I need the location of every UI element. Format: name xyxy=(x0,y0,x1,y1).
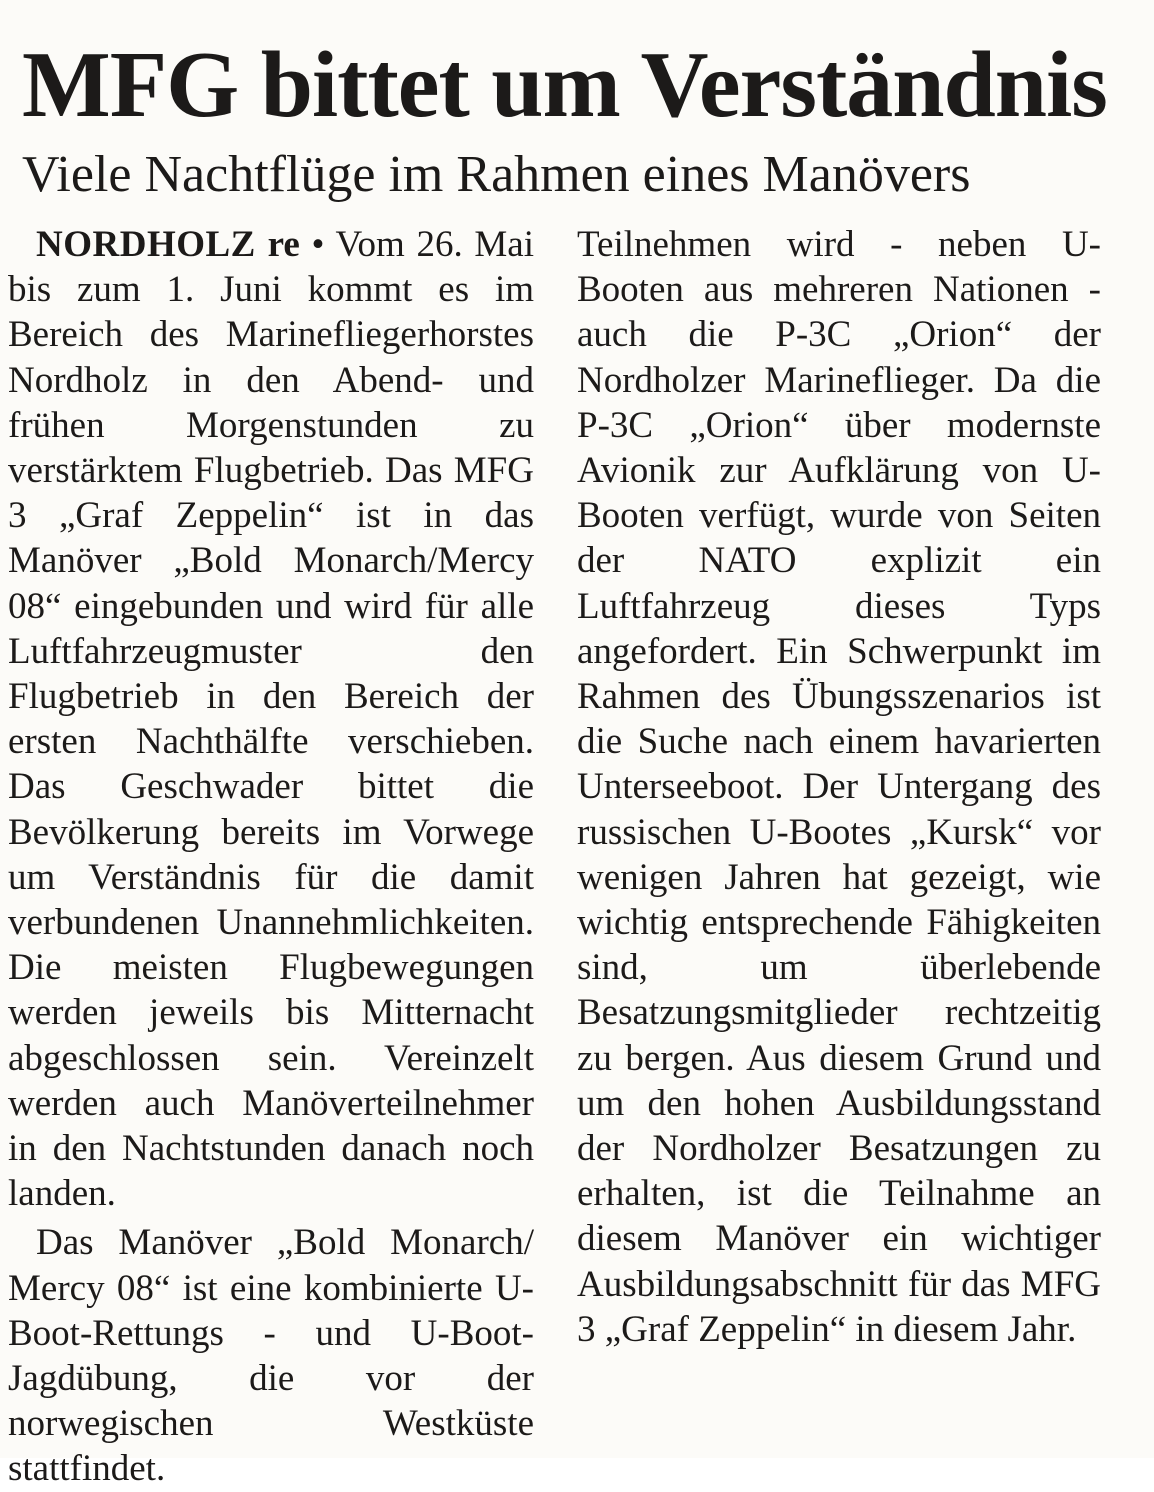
article-author: re xyxy=(267,224,300,265)
article-headline: MFG bittet um Verständnis xyxy=(22,33,1107,137)
article-paragraph xyxy=(8,222,534,1216)
article-body-text: Vom 26. Mai bis zum 1. Juni kommt es im Bereich des Marinefliegerhorstes Nordholz in den Abend- und frühen Morgenstunden zu verstärktem Flugbetrieb. Das MFG 3 „Graf Zeppelin“ ist in das Manöver „Bold Monarch/Mercy 08“ eingebunden und wird für alle Luftfahrzeugmuster den Flugbetrieb in den Bereich der ersten Nachthälfte verschieben. Das Geschwader bittet die Bevölkerung bereits im Vorwege um Verständnis für die damit verbundenen Unannehmlichkeiten. Die meisten Flugbewegungen werden jeweils bis Mitternacht abgeschlossen sein. Vereinzelt werden auch Manöverteilnehmer in den Nachtstunden danach noch landen. xyxy=(8,224,535,1215)
article-subheadline: Viele Nachtflüge im Rahmen eines Manövers xyxy=(22,146,971,203)
dateline-separator: • xyxy=(311,224,325,265)
article-column-left xyxy=(8,222,534,1492)
article-column-right xyxy=(577,222,1101,1352)
article-paragraph: Das Manöver „Bold Monarch/ Mercy 08“ ist eine kombinierte U-Boot-Rettungs - und U-Boot-Jagdübung, die vor der norwegischen Westküste stattfindet. xyxy=(8,1222,534,1490)
article-dateline: NORDHOLZ xyxy=(36,224,256,265)
article-paragraph: Teilnehmen wird - neben U-Booten aus mehreren Nationen - auch die P-3C „Orion“ der Nordholzer Marineflieger. Da die P-3C „Orion“ über modernste Avionik zur Aufklärung von U-Booten verfügt, wurde von Seiten der NATO explizit ein Luftfahrzeug dieses Typs angefordert. Ein Schwerpunkt im Rahmen des Übungsszenarios ist die Suche nach einem havarierten Unterseeboot. Der Untergang des russischen U-Bootes „Kursk“ vor wenigen Jahren hat gezeigt, wie wichtig entsprechende Fähigkeiten sind, um überlebende Besatzungsmitglieder rechtzeitig zu bergen. Aus diesem Grund und um den hohen Ausbildungsstand der Nordholzer Besatzungen zu erhalten, ist die Teilnahme an diesem Manöver ein wichtiger Ausbildungsabschnitt für das MFG 3 „Graf Zeppelin“ in diesem Jahr. xyxy=(577,224,1101,1350)
